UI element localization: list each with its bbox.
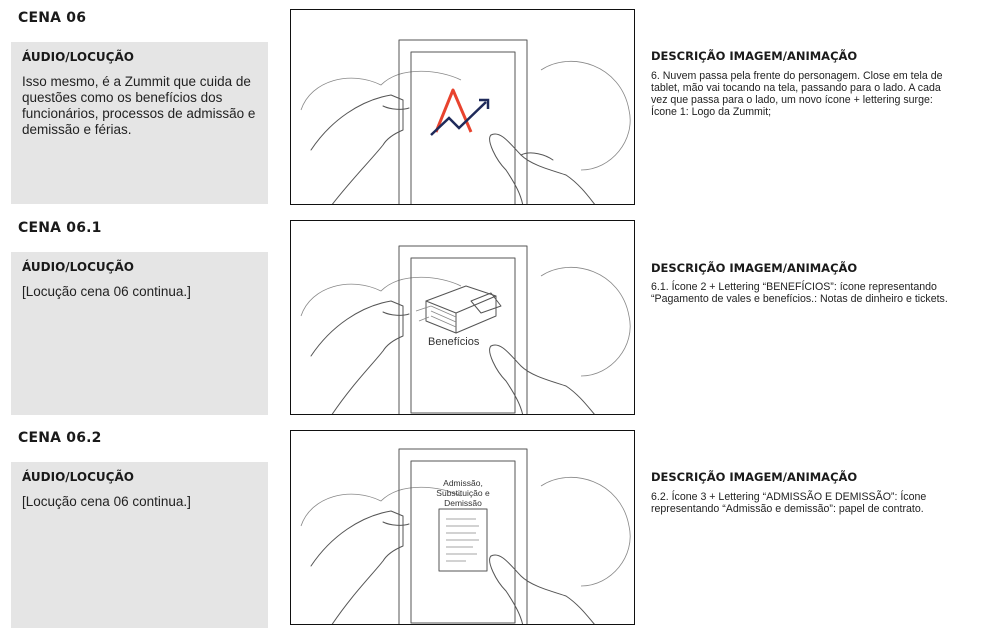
sketch-tablet-contract: [291, 431, 635, 625]
sketch-tablet-benefits: [291, 221, 635, 415]
money-stack-icon: [416, 286, 501, 333]
scene-title: CENA 06: [18, 10, 87, 26]
storyboard-frame-0: [290, 9, 635, 205]
description-label: DESCRIÇÃO IMAGEM/ANIMAÇÃO: [651, 261, 858, 275]
contract-lettering-1: Admissão,: [443, 478, 483, 488]
audio-label: ÁUDIO/LOCUÇÃO: [22, 470, 134, 484]
scene-title: CENA 06.2: [18, 430, 102, 446]
benefits-lettering: Benefícios: [428, 336, 480, 348]
audio-text: Isso mesmo, é a Zummit que cuida de questões como os benefícios dos funcionários, processos de admissão e demissão e férias.: [22, 74, 256, 137]
description-text: 6. Nuvem passa pela frente do personagem. Close em tela de tablet, mão vai tocando na tela, passando para o lado. A cada vez que passa para o lado, um novo ícone + lettering surge: Ícone 1: Logo da Zummit;: [651, 70, 943, 118]
description-text: 6.1. Ícone 2 + Lettering “BENEFÍCIOS”: ícone representando “Pagamento de vales e benefícios.: Notas de dinheiro e tickets.: [651, 281, 948, 305]
contract-lettering-2: Substituição e: [436, 488, 490, 498]
audio-box: [11, 42, 268, 204]
description-text: 6.2. Ícone 3 + Lettering “ADMISSÃO E DEMISSÃO”: Ícone representando “Admissão e demissão”: papel de contrato.: [651, 491, 927, 515]
audio-label: ÁUDIO/LOCUÇÃO: [22, 260, 134, 274]
audio-text: [Locução cena 06 continua.]: [22, 494, 191, 509]
contract-paper-icon: [439, 509, 487, 571]
contract-lettering-3: Demissão: [444, 498, 482, 508]
scene-title: CENA 06.1: [18, 220, 102, 236]
storyboard-frame-2: [290, 430, 635, 625]
description-label: DESCRIÇÃO IMAGEM/ANIMAÇÃO: [651, 49, 858, 63]
audio-text: [Locução cena 06 continua.]: [22, 284, 191, 299]
audio-label: ÁUDIO/LOCUÇÃO: [22, 50, 134, 64]
audio-box: [11, 252, 268, 415]
storyboard-frame-1: [290, 220, 635, 415]
description-label: DESCRIÇÃO IMAGEM/ANIMAÇÃO: [651, 470, 858, 484]
audio-box: [11, 462, 268, 628]
sketch-tablet-logo: [291, 10, 635, 205]
